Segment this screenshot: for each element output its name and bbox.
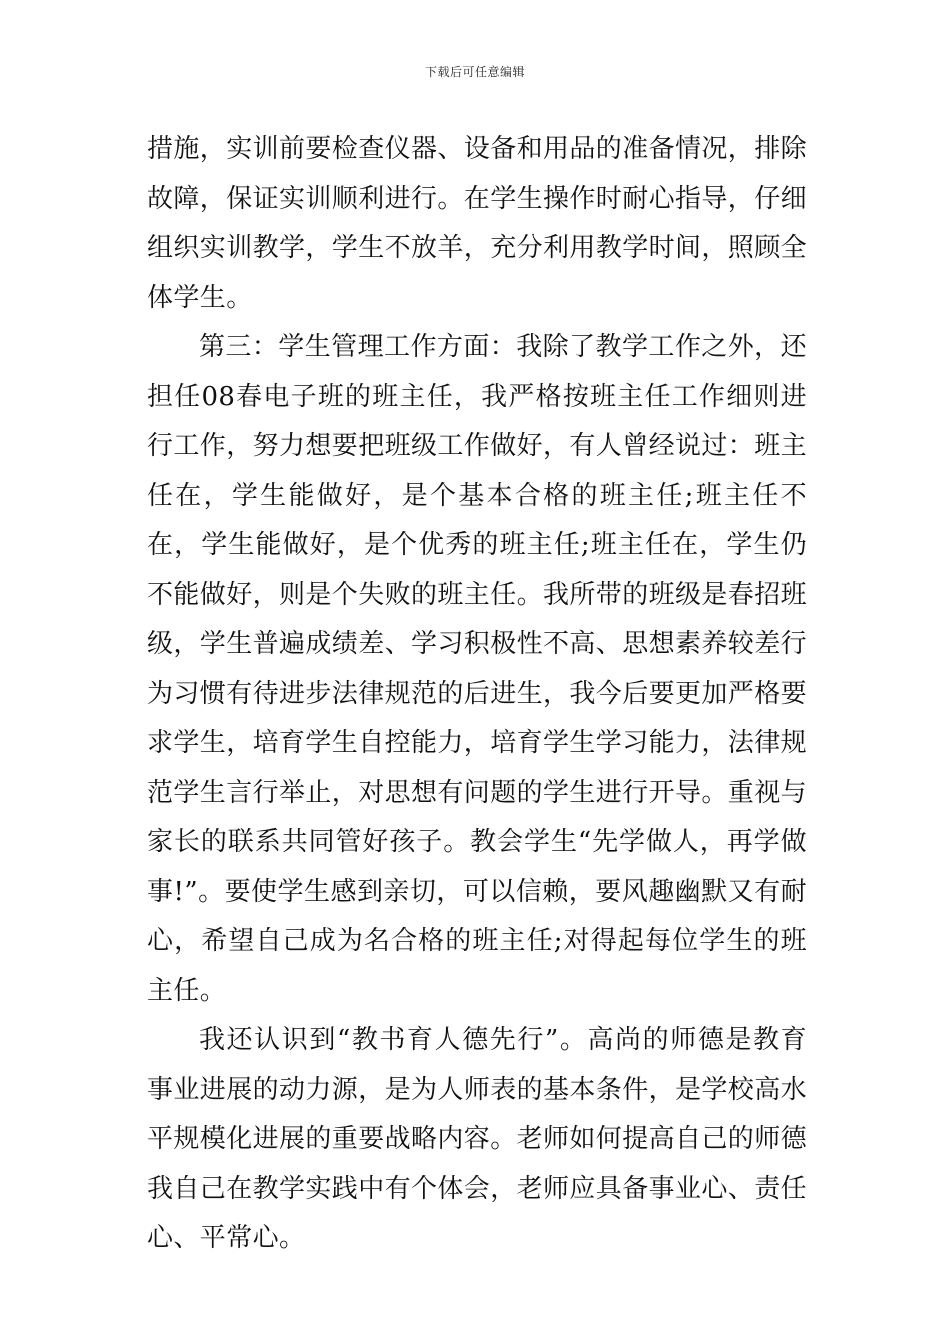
paragraph-student-management: 第三：学生管理工作方面：我除了教学工作之外，还担任08春电子班的班主任，我严格按班主任工作细则进行工作，努力想要把班级工作做好，有人曾经说过：班主任在，学生能做好，是个基本合格的班主任;班主任不在，学生能做好，是个优秀的班主任;班主任在，学生仍不能做好，则是个失败的班主任。我所带的班级是春招班级，学生普遍成绩差、学习积极性不高、思想素养较差行为习惯有待进步法律规范的后进生，我今后要更加严格要求学生，培育学生自控能力，培育学生学习能力，法律规范学生言行举止，对思想有问题的学生进行开导。重视与家长的联系共同管好孩子。教会学生“先学做人，再学做事!”。要使学生感到亲切，可以信赖，要风趣幽默又有耐心，希望自己成为名合格的班主任;对得起每位学生的班主任。 xyxy=(147,332,808,1006)
page-header-note: 下载后可任意编辑 xyxy=(424,65,525,79)
document-body xyxy=(147,125,807,1264)
paragraph-teacher-ethics: 我还认识到“教书育人德先行”。高尚的师德是教育事业进展的动力源，是为人师表的基本条件，是学校高水平规模化进展的重要战略内容。老师如何提高自己的师德我自己在教学实践中有个体会，老师应具备事业心、责任心、平常心。 xyxy=(147,1025,808,1253)
paragraph-training-measures: 措施，实训前要检查仪器、设备和用品的准备情况，排除故障，保证实训顺利进行。在学生操作时耐心指导，仔细组织实训教学，学生不放羊，充分利用教学时间，照顾全体学生。 xyxy=(147,134,808,313)
